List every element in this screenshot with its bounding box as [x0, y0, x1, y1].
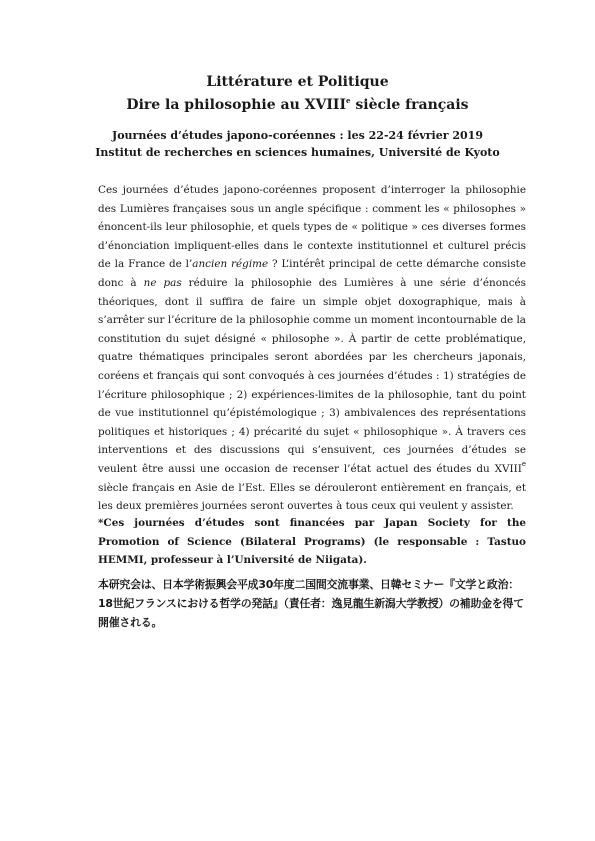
- event-venue-subtitle: Institut de recherches en sciences humaines, Université de Kyoto: [95, 146, 500, 159]
- event-dates-subtitle: Journées d’études japono-coréennes : les 22-24 février 2019: [112, 129, 483, 142]
- document-title: [0, 73, 595, 91]
- japanese-funding-note: 本研究会は、日本学術振興会平成30年度二国間交流事業、日韓セミナー『文学と政治：18世紀フランスにおける哲学の発話』（責任者：逸見龍生新潟大学教授）の補助金を得て開催される。: [98, 578, 524, 629]
- body-italic-ancien-regime: ancien régime: [192, 258, 269, 271]
- body-text-part1: Ces journées d’études japono-coréennes proposent d’interroger la philosophie des Lumières françaises sous un angle spécifique : comment les « philosophes » énoncent-ils leur philosophie, et quels types de « politique » ces diverses formes d’énonciation impliquent-elles dans le contexte institutionnel et culturel précis de la France de l’: [98, 184, 526, 271]
- body-paragraph: [98, 181, 526, 516]
- body-text-part4: siècle français en Asie de l’Est. Elles se dérouleront entièrement en français, et les deux premières journées seront ouvertes à tous ceux qui veulent y assister.: [98, 481, 526, 513]
- funding-note: *Ces journées d’études sont financées par Japan Society for the Promotion of Science (Bilateral Programs) (le responsable : Tastuo HEMMI, professeur à l’Université de Niigata).: [98, 517, 526, 566]
- body-italic-ne-pas: ne pas: [143, 276, 182, 289]
- main-title-text-start: Dire la philosophie au XVIII: [126, 97, 347, 113]
- document-main-title: [0, 96, 595, 114]
- main-title-text-end: siècle français: [350, 97, 469, 113]
- main-title-superscript: e: [346, 96, 351, 105]
- body-text-part3: réduire la philosophie des Lumières à une série d’énoncés théoriques, dont il suffira de faire un simple objet doxographique, mais à s’arrêter sur l’écriture de la philosophie comme un moment incontournable de la constitution du sujet désigné « philosophe ». À partir de cette problématique, quatre thématiques principales seront abordées par les chercheurs japonais, coréens et français qui sont convoqués à ces journées d’études : 1) stratégies de l’écriture philosophique ; 2) expériences-limites de la philosophie, tant du point de vue institutionnel qu’épistémologique ; 3) ambivalences des représentations politiques et historiques ; 4) précarité du sujet « philosophique ». À travers ces interventions et des discussions qui s’ensuivent, ces journées d’études se veulent être aussi une occasion de recenser l’état actuel des études du XVIII: [98, 276, 526, 475]
- body-text-part2: ? L’intérêt principal de cette démarche consiste donc à: [98, 258, 526, 289]
- body-superscript: e: [521, 459, 526, 468]
- document-title-text: Littérature et Politique: [206, 74, 389, 90]
